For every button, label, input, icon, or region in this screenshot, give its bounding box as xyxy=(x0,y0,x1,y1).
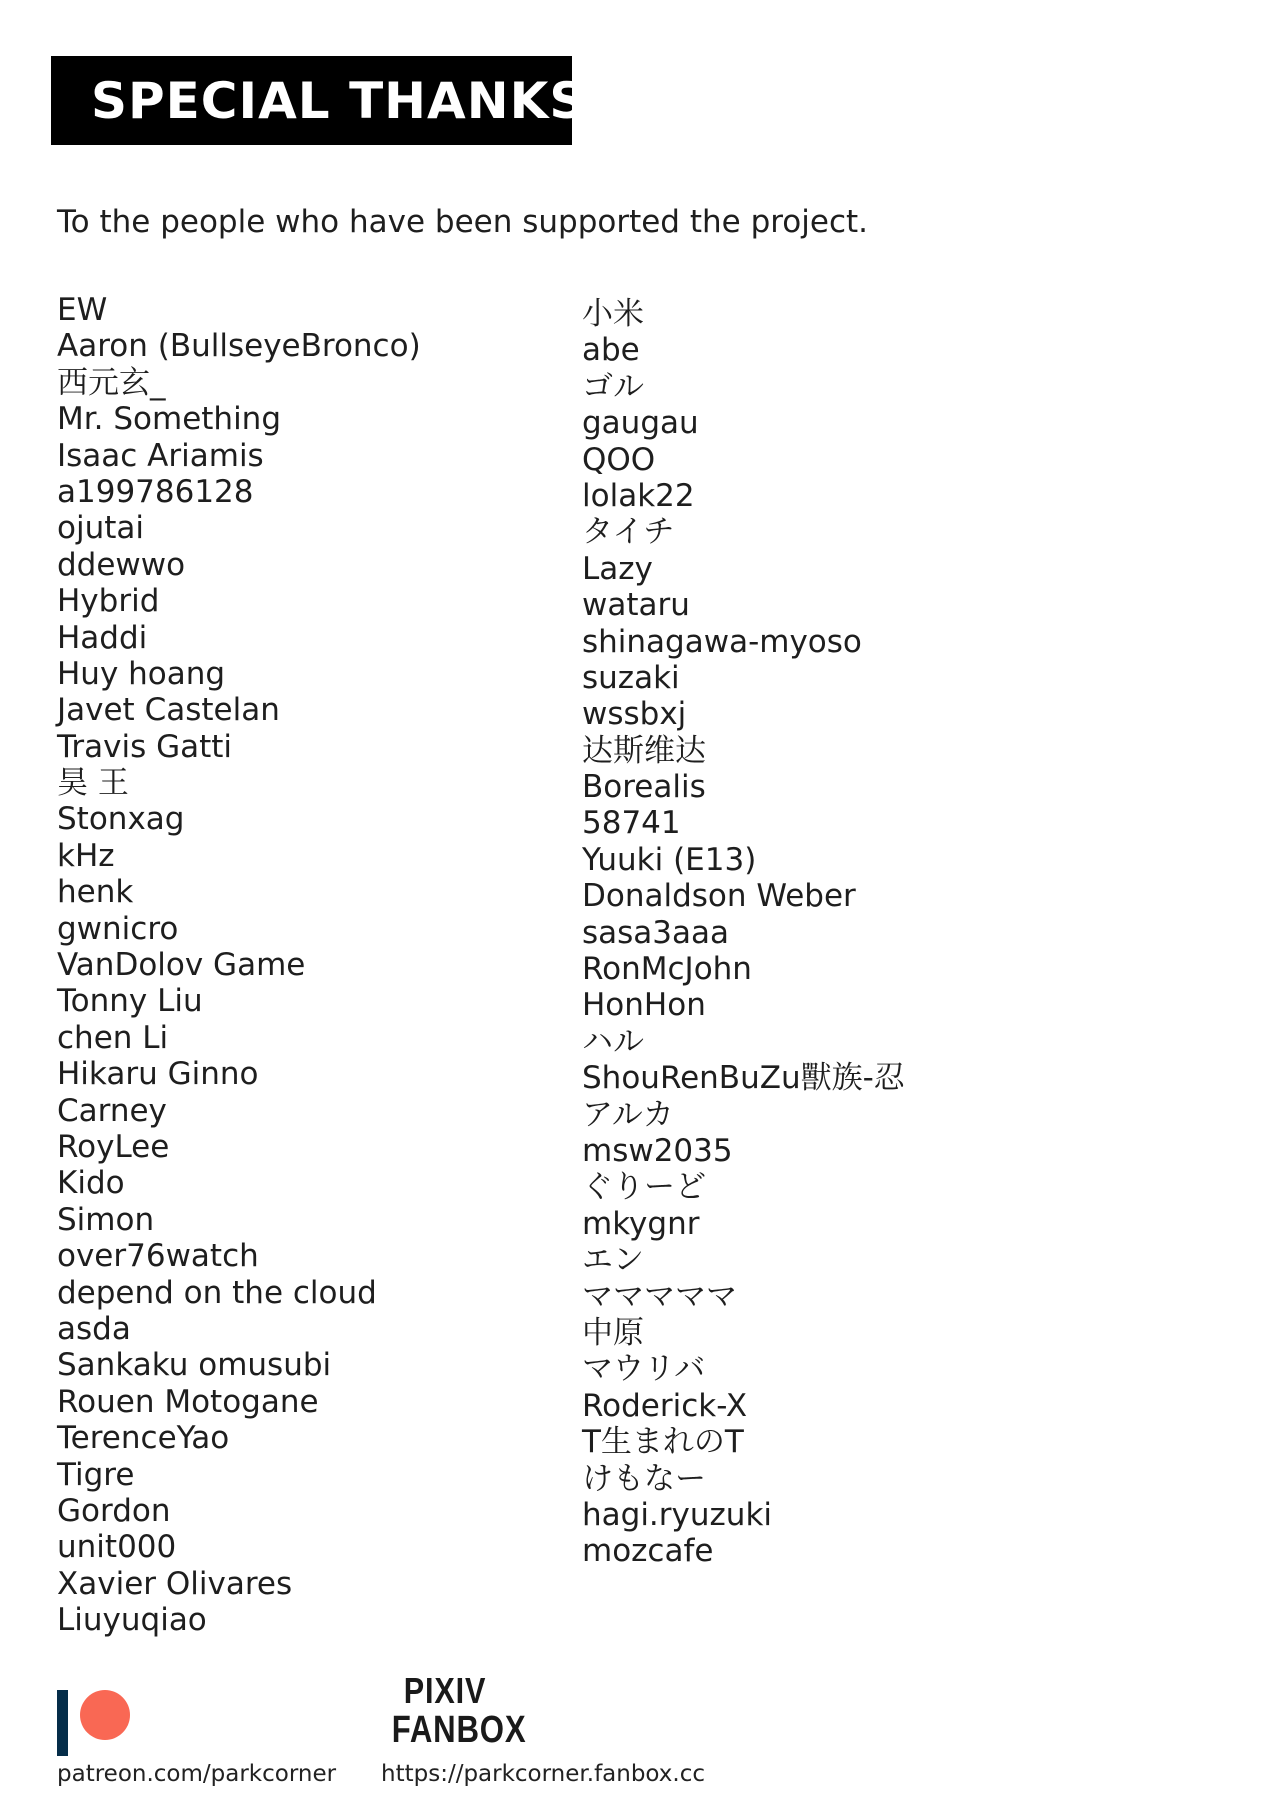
supporter-name: a199786128 xyxy=(57,473,254,510)
supporter-name: Stonxag xyxy=(57,801,185,838)
supporter-name: HonHon xyxy=(582,987,706,1024)
supporter-name: Sankaku omusubi xyxy=(57,1347,332,1384)
supporter-name: unit000 xyxy=(57,1529,177,1566)
supporter-name: wataru xyxy=(582,587,690,624)
fanbox-link[interactable]: https://parkcorner.fanbox.cc xyxy=(381,1761,706,1787)
supporter-name: ぐりーど xyxy=(582,1169,706,1206)
fanbox-logo-line2: FANBOX xyxy=(391,1709,527,1751)
supporter-name: lolak22 xyxy=(582,477,695,514)
supporter-name: Hybrid xyxy=(57,583,160,620)
supporter-list-left xyxy=(57,292,421,1638)
supporter-name: mozcafe xyxy=(582,1533,714,1570)
supporter-name: ojutai xyxy=(57,510,144,547)
supporter-name: msw2035 xyxy=(582,1132,733,1169)
supporter-name: depend on the cloud xyxy=(57,1274,377,1311)
supporter-name: 达斯维达 xyxy=(582,732,706,769)
supporter-name: RonMcJohn xyxy=(582,951,752,988)
supporter-name: VanDolov Game xyxy=(57,947,306,984)
supporter-name: 昊 王 xyxy=(57,765,129,802)
patreon-logo-circle xyxy=(80,1690,130,1740)
fanbox-logo-line1: PIXIV xyxy=(403,1670,487,1711)
supporter-name: Xavier Olivares xyxy=(57,1565,293,1602)
supporter-name: TerenceYao xyxy=(57,1420,230,1457)
supporter-name: gaugau xyxy=(582,405,699,442)
supporter-name: Huy hoang xyxy=(57,655,226,692)
supporter-name: けもなー xyxy=(582,1460,706,1497)
supporter-name: Donaldson Weber xyxy=(582,878,856,915)
supporter-name: Liuyuqiao xyxy=(57,1602,207,1639)
supporter-name: over76watch xyxy=(57,1238,259,1275)
supporter-name: ゴル xyxy=(582,368,644,405)
supporter-name: hagi.ryuzuki xyxy=(582,1496,773,1533)
supporter-name: Javet Castelan xyxy=(57,692,280,729)
supporter-name: エン xyxy=(582,1242,644,1279)
supporter-name: asda xyxy=(57,1310,131,1347)
supporter-name: Hikaru Ginno xyxy=(57,1056,259,1093)
supporter-name: ddewwo xyxy=(57,546,186,583)
supporter-name: abe xyxy=(582,332,640,369)
supporter-name: Simon xyxy=(57,1201,155,1238)
supporter-name: タイチ xyxy=(582,514,675,551)
patreon-logo-icon xyxy=(57,1690,132,1756)
supporter-name: shinagawa-myoso xyxy=(582,623,862,660)
supporter-name: Haddi xyxy=(57,619,148,656)
supporter-name: Tonny Liu xyxy=(57,983,203,1020)
supporter-name: ハル xyxy=(582,1023,644,1060)
supporter-name: Travis Gatti xyxy=(57,728,233,765)
supporter-name: 小米 xyxy=(582,296,644,332)
page-title: SPECIAL THANKS xyxy=(91,71,587,130)
supporter-name: Rouen Motogane xyxy=(57,1383,319,1420)
supporter-name: Isaac Ariamis xyxy=(57,437,264,474)
supporter-name: gwnicro xyxy=(57,910,179,947)
supporter-name: suzaki xyxy=(582,659,680,696)
patreon-link[interactable]: patreon.com/parkcorner xyxy=(57,1761,337,1787)
supporter-name: 西元玄_ xyxy=(57,364,166,401)
supporter-list-right xyxy=(582,296,905,1570)
supporter-name: Kido xyxy=(57,1165,125,1202)
supporter-name: RoyLee xyxy=(57,1128,170,1165)
supporter-name: Aaron (BullseyeBronco) xyxy=(57,328,421,365)
supporter-name: Mr. Something xyxy=(57,401,282,438)
supporter-name: ShouRenBuZu獸族-忍 xyxy=(582,1060,905,1097)
supporter-name: henk xyxy=(57,874,134,911)
supporter-name: wssbxj xyxy=(582,696,687,733)
supporter-name: chen Li xyxy=(57,1019,169,1056)
pixiv-fanbox-logo xyxy=(380,1670,527,1751)
supporter-name: Yuuki (E13) xyxy=(582,841,757,878)
supporter-name: Lazy xyxy=(582,550,653,587)
supporter-name: kHz xyxy=(57,837,115,874)
supporter-name: 中原 xyxy=(582,1314,644,1351)
supporter-name: Tigre xyxy=(57,1456,135,1493)
supporter-name: T生まれのT xyxy=(582,1424,744,1461)
supporter-name: EW xyxy=(57,292,108,328)
supporter-name: Carney xyxy=(57,1092,167,1129)
page-subtitle: To the people who have been supported the project. xyxy=(57,204,869,240)
supporter-name: 58741 xyxy=(582,805,681,842)
supporter-name: Borealis xyxy=(582,769,706,806)
supporter-name: Roderick-X xyxy=(582,1387,748,1424)
supporter-name: Gordon xyxy=(57,1492,171,1529)
supporter-name: アルカ xyxy=(582,1096,674,1133)
patreon-logo-bar xyxy=(57,1690,68,1756)
supporter-name: mkygnr xyxy=(582,1205,700,1242)
supporter-name: マウリバ xyxy=(582,1351,706,1388)
supporter-name: sasa3aaa xyxy=(582,914,730,951)
title-banner xyxy=(51,56,587,145)
supporter-name: マママママ xyxy=(582,1278,737,1315)
supporter-name: QOO xyxy=(582,441,656,478)
